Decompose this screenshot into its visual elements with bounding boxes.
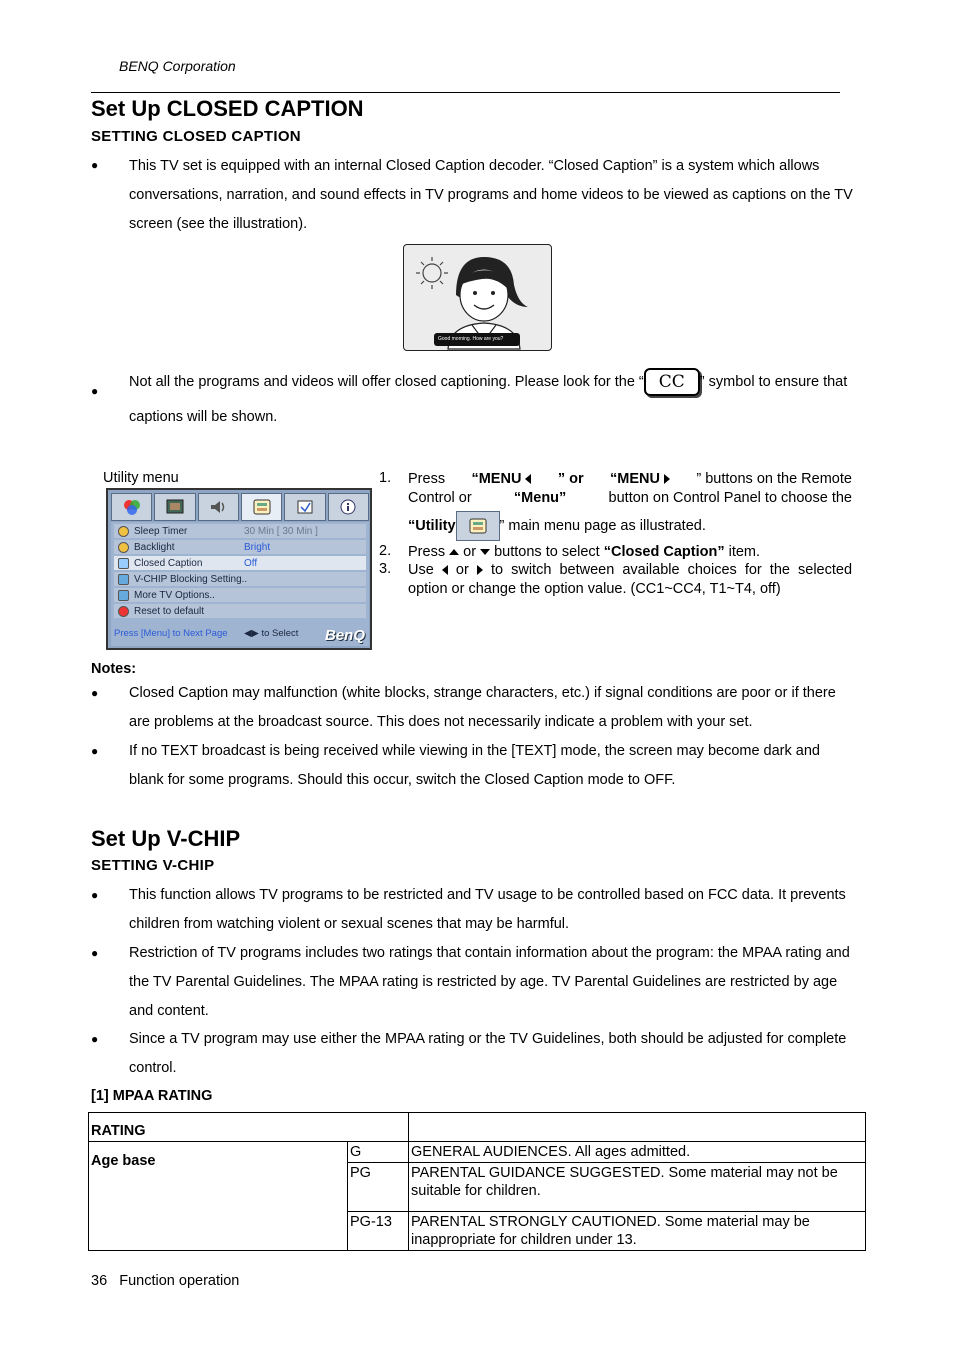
- menu-row-sleep-timer: [114, 524, 366, 538]
- step-1-buttons: ” buttons on the Remote: [696, 471, 852, 487]
- step-2-press: Press: [408, 544, 446, 560]
- table-row: [89, 1142, 866, 1163]
- arrow-keys-icon: ◀▶: [244, 628, 259, 639]
- step-2-text: [408, 543, 852, 562]
- step-1-control: Control or: [408, 490, 472, 506]
- step-3-number: 3.: [379, 561, 392, 577]
- menu-row-more-options: [114, 588, 366, 602]
- bullet-dot: ●: [91, 1032, 99, 1046]
- menu-row-label: Reset to default: [134, 605, 205, 617]
- menu-row-reset: [114, 604, 366, 618]
- step-1-number: 1.: [379, 470, 392, 486]
- table-group-age-base: Age base: [89, 1142, 348, 1251]
- arrow-up-icon: [449, 549, 459, 555]
- table-header-row: [89, 1113, 866, 1142]
- step-1-menu-right: “MENU: [610, 471, 660, 487]
- bullet-dot: ●: [91, 384, 99, 398]
- rating-description: GENERAL AUDIENCES. All ages admitted.: [409, 1142, 866, 1163]
- step-1-or: ” or: [557, 471, 584, 487]
- utility-tab-icon: [456, 511, 500, 541]
- table-header-rating: RATING: [89, 1113, 409, 1142]
- subsection-title-setting-closed-caption: SETTING CLOSED CAPTION: [91, 128, 301, 145]
- cc-paragraph-1: This TV set is equipped with an internal Closed Caption decoder. “Closed Caption” is a system which allows conversations, narration, and sound effects in TV programs and home videos to be viewed as captions on the TV screen (see the illustration).: [129, 158, 853, 232]
- section-title-closed-caption: Set Up CLOSED CAPTION: [91, 96, 364, 121]
- step-2-number: 2.: [379, 543, 392, 559]
- mpaa-rating-heading: [1] MPAA RATING: [91, 1088, 213, 1104]
- step-3-line-2: option or change the option value. (CC1~CC4, T1~T4, off): [408, 581, 781, 597]
- picture-tab-icon: [111, 493, 152, 521]
- bullet-dot: ●: [91, 686, 99, 700]
- menu-row-value: 30 Min [ 30 Min ]: [244, 525, 318, 537]
- mpaa-rating-table: [88, 1112, 866, 1251]
- step-3-use: Use: [408, 562, 434, 578]
- vchip-paragraph-1: This function allows TV programs to be restricted and TV usage to be controlled based on FCC data. It prevents children from watching violent or sexual scenes that may be harmful.: [129, 887, 846, 932]
- menu-body: [111, 522, 369, 646]
- table-header-empty: [409, 1113, 866, 1142]
- menu-row-closed-caption: [114, 556, 366, 570]
- lock-icon: [118, 574, 129, 585]
- step-2-item: item.: [728, 544, 761, 560]
- audio-tab-icon: [198, 493, 239, 521]
- page-number: 36: [91, 1273, 108, 1289]
- arrow-right-icon: [477, 565, 483, 575]
- menu-tabs: [111, 493, 369, 521]
- menu-row-value: Off: [244, 557, 258, 569]
- arrow-down-icon: [480, 549, 490, 555]
- step-2-or: or: [463, 544, 477, 560]
- cc-paragraph-2-start: Not all the programs and videos will offer closed captioning. Please look for the “: [129, 374, 644, 390]
- channel-tab-icon: [284, 493, 325, 521]
- menu-row-label: Backlight: [134, 541, 175, 553]
- options-icon: [118, 590, 129, 601]
- menu-row-label: Sleep Timer: [134, 525, 188, 537]
- step-1-line-1: [408, 470, 852, 489]
- vchip-paragraph-2: Restriction of TV programs includes two ratings that contain information about the program: the MPAA rating and the TV Parental Guidelines. The MPAA rating is restricted by age. TV Parental Guidelines are restricted by age and content.: [129, 945, 850, 1019]
- info-tab-icon: [328, 493, 369, 521]
- utility-tab-icon: [241, 493, 282, 521]
- bullet-dot: ●: [91, 888, 99, 902]
- caption-bar: Good morning. How are you?: [434, 333, 520, 346]
- menu-row-label: Closed Caption: [134, 557, 203, 569]
- notes-title: Notes:: [91, 661, 137, 677]
- step-1-line-3: [408, 511, 852, 541]
- bulb-icon: [118, 542, 129, 553]
- bullet-dot: ●: [91, 946, 99, 960]
- step-3-line-1: [408, 561, 852, 580]
- menu-row-label: More TV Options..: [134, 589, 215, 601]
- clock-icon: [118, 526, 129, 537]
- reset-icon: [118, 606, 129, 617]
- arrow-right-icon: [664, 474, 670, 484]
- rating-description: PARENTAL GUIDANCE SUGGESTED. Some material may not be suitable for children.: [409, 1163, 866, 1212]
- header-divider: [91, 92, 840, 93]
- rating-description: PARENTAL STRONGLY CAUTIONED. Some material may be inappropriate for children under 13.: [409, 1212, 866, 1251]
- bullet-dot: ●: [91, 158, 99, 172]
- screen-tab-icon: [154, 493, 195, 521]
- utility-menu-label: Utility menu: [103, 470, 179, 486]
- menu-row-vchip: [114, 572, 366, 586]
- benq-logo: BenQ: [324, 627, 365, 644]
- step-1-utility: “Utility: [408, 518, 456, 534]
- menu-footer-hint: Press [Menu] to Next Page: [114, 628, 228, 639]
- arrow-left-icon: [525, 474, 531, 484]
- menu-footer-select: to Select: [261, 628, 299, 639]
- step-2-closed-caption: “Closed Caption”: [603, 544, 725, 560]
- rating-code: PG-13: [348, 1212, 409, 1251]
- step-3-or: or: [455, 562, 469, 578]
- step-1-end: ” main menu page as illustrated.: [499, 518, 706, 534]
- footer-section: Function operation: [119, 1273, 240, 1289]
- menu-row-value: Bright: [244, 541, 271, 553]
- section-title-vchip: Set Up V-CHIP: [91, 826, 241, 851]
- menu-row-backlight: [114, 540, 366, 554]
- step-2-buttons: buttons to select: [494, 544, 600, 560]
- page-footer: [91, 1273, 239, 1289]
- arrow-left-icon: [442, 565, 448, 575]
- step-3-switch: to switch between available choices for the selected: [490, 562, 853, 578]
- step-1-press: Press: [408, 471, 446, 487]
- cc-paragraph-2-end: ” symbol to ensure that captions will be shown.: [129, 374, 848, 425]
- step-1-menu-button: “Menu”: [513, 490, 567, 506]
- bullet-dot: ●: [91, 744, 99, 758]
- note-1: Closed Caption may malfunction (white blocks, strange characters, etc.) if signal conditions are poor or if there are problems at the broadcast source. This does not necessarily indicate a problem with your set.: [129, 685, 836, 730]
- step-1-line-2: [408, 489, 852, 508]
- rating-code: PG: [348, 1163, 409, 1212]
- subsection-title-setting-vchip: SETTING V-CHIP: [91, 857, 215, 874]
- step-1-menu-left: “MENU: [471, 471, 522, 487]
- vchip-paragraph-3: Since a TV program may use either the MPAA rating or the TV Guidelines, both should be adjusted for complete control.: [129, 1031, 847, 1076]
- closed-caption-illustration: [403, 244, 552, 351]
- note-2: If no TEXT broadcast is being received while viewing in the [TEXT] mode, the screen may become dark and blank for some programs. Should this occur, switch the Closed Caption mode to OFF.: [129, 743, 820, 788]
- running-header: BENQ Corporation: [119, 58, 236, 74]
- menu-row-label: V-CHIP Blocking Setting..: [134, 573, 248, 585]
- cc-symbol-icon: CC: [644, 368, 700, 396]
- cc-paragraph-2: [129, 365, 857, 435]
- utility-menu-screenshot: [106, 488, 372, 650]
- rating-code: G: [348, 1142, 409, 1163]
- caption-icon: [118, 558, 129, 569]
- step-1-control-panel: button on Control Panel to choose the: [608, 490, 852, 506]
